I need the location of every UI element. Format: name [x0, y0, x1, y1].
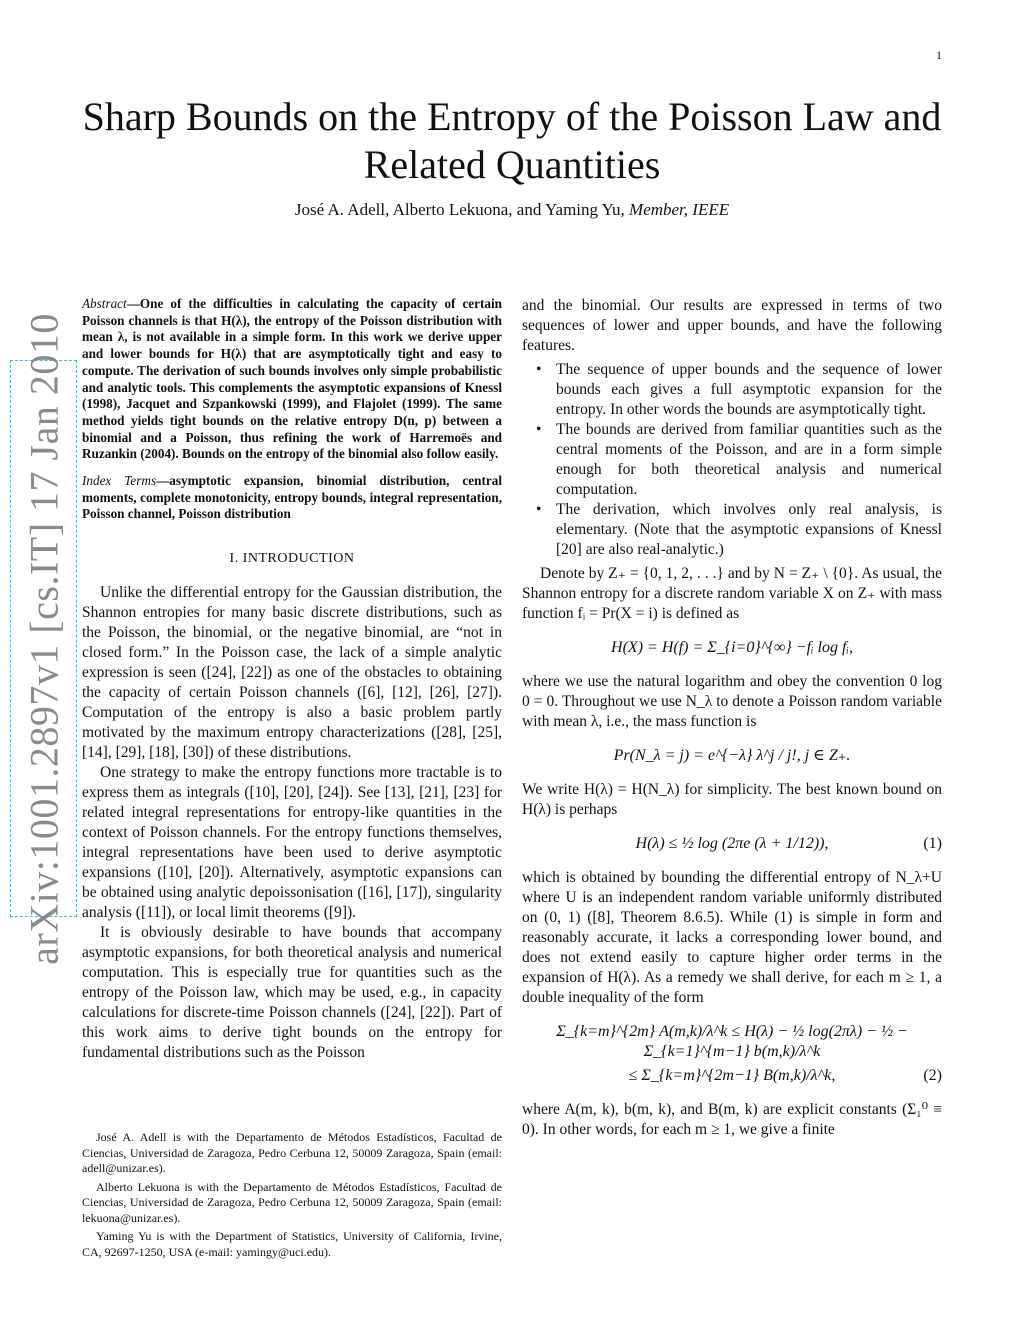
features-list [522, 360, 942, 560]
footnote-yu: Yaming Yu is with the Department of Statistics, University of California, Irvine, CA, 92697-1250, USA (e-mail: yamingy@uci.edu). [82, 1229, 502, 1259]
paragraph-final: where A(m, k), b(m, k), and B(m, k) are explicit constants (Σ₁⁰ ≡ 0). In other words, for each m ≥ 1, we give a finite [522, 1101, 942, 1138]
index-terms [82, 473, 502, 523]
left-column [82, 296, 502, 1063]
footnote-lekuona: Alberto Lekuona is with the Departamento de Métodos Estadísticos, Facultad de Ciencias, Universidad de Zaragoza, Pedro Cerbuna 12, 50009 Zaragoza, Spain (email: lekuona@unizar.es). [82, 1179, 502, 1225]
equation-1-tag: (1) [923, 835, 942, 852]
abstract [82, 296, 502, 463]
equation-poisson-text: Pr(N_λ = j) = e^{−λ} λ^j / j!, j ∈ Z₊. [613, 747, 851, 764]
feature-item: • The bounds are derived from familiar quantities such as the central moments of the Poisson, and are in a form simple enough for both theoretical analysis and numerical computation. [522, 420, 942, 500]
paragraph-obtained: which is obtained by bounding the differential entropy of N_λ+U where U is an independent random variable uniformly distributed on (0, 1) ([8], Theorem 8.6.5). While (1) is simple in form and reasonably accurate, it lacks a corresponding lower bound, and does not extend easily to capture higher order terms in the expansion of H(λ). As a remedy we shall derive, for each m ≥ 1, a double inequality of the form [522, 869, 942, 1006]
equation-1-text: H(λ) ≤ ½ log (2πe (λ + 1/12)), [635, 835, 829, 852]
equation-1 [522, 834, 942, 854]
authors: José A. Adell, Alberto Lekuona, and Yaming Yu, [294, 200, 625, 219]
paper-title: Sharp Bounds on the Entropy of the Poisson Law and Related Quantities [82, 94, 942, 187]
abstract-text: —One of the difficulties in calculating the capacity of certain Poisson channels is that H(λ), the entropy of the Poisson distribution with mean λ, is not available in a simple form. In this work we derive upper and lower bounds for H(λ) that are asymptotically tight and easy to compute. The derivation of such bounds involves only simple probabilistic and analytic tools. This complements the asymptotic expansions of Knessl (1998), Jacquet and Szpankowski (1999), and Flajolet (1999). The same method yields tight bounds on the relative entropy D(n, p) between a binomial and a Poisson, thus refining the work of Harremoës and Ruzankin (2004). Bounds on the entropy of the binomial also follow easily. [82, 296, 502, 462]
abstract-label: Abstract [82, 296, 127, 311]
feature-item: • The derivation, which involves only real analysis, is elementary. (Note that the asymptotic expansions of Knessl [20] are also real-analytic.) [522, 500, 942, 560]
equation-2-line-1: Σ_{k=m}^{2m} A(m,k)/λ^k ≤ H(λ) − ½ log(2πλ) − ½ − Σ_{k=1}^{m−1} b(m,k)/λ^k [556, 1023, 908, 1060]
paragraph-denote: Denote by Z₊ = {0, 1, 2, . . .} and by N = Z₊ \ {0}. As usual, the Shannon entropy for a discrete random variable X on Z₊ with mass function fᵢ = Pr(X = i) is defined as [522, 565, 942, 622]
page-number: 1 [936, 48, 942, 62]
footnote-adell: José A. Adell is with the Departamento de Métodos Estadísticos, Facultad de Ciencias, Universidad de Zaragoza, Pedro Cerbuna 12, 50009 Zaragoza, Spain (email: adell@unizar.es). [82, 1130, 502, 1175]
equation-2-line-2: ≤ Σ_{k=m}^{2m−1} B(m,k)/λ^k, [628, 1067, 836, 1084]
intro-paragraph-2: One strategy to make the entropy functions more tractable is to express them as integrals ([10], [20], [24]). See [13], [21], [23] for related integral representations for entropy-like quantities in the context of Poisson channels. For the entropy functions themselves, integral representations have been used to derive asymptotic expansions ([10], [20]). Alternatively, asymptotic expansions can be obtained using analytic depoissonisation ([16], [17]), singularity analysis ([11]), or local limit theorems ([9]). [82, 764, 502, 922]
arxiv-stamp-text: arXiv:1001.2897v1 [cs.IT] 17 Jan 2010 [21, 312, 66, 965]
feature-item: • The sequence of upper bounds and the sequence of lower bounds each gives a full asymptotic expansion for the entropy. In other words the bounds are asymptotically tight. [522, 360, 942, 420]
authors-member: Member, IEEE [629, 200, 730, 219]
paragraph-where: where we use the natural logarithm and obey the convention 0 log 0 = 0. Throughout we use N_λ to denote a Poisson random variable with mean λ, i.e., the mass function is [522, 673, 942, 730]
section-heading: I. INTRODUCTION [229, 551, 355, 567]
arxiv-stamp [10, 312, 77, 965]
index-terms-text: —asymptotic expansion, binomial distribution, central moments, complete monotonicity, entropy bounds, integral representation, Poisson channel, Poisson distribution [82, 473, 502, 522]
right-intro-paragraph: and the binomial. Our results are expressed in terms of two sequences of lower and upper bounds, and have the following features. [522, 297, 942, 354]
equation-2 [522, 1022, 942, 1062]
equation-2-continued [522, 1066, 942, 1086]
right-column [522, 296, 942, 1140]
authors-line [60, 200, 964, 220]
equation-poisson [522, 746, 942, 766]
equation-entropy-text: H(X) = H(f) = Σ_{i=0}^{∞} −fᵢ log fᵢ, [611, 639, 853, 656]
footnotes [82, 1130, 502, 1263]
index-terms-label: Index Terms [82, 473, 157, 489]
equation-entropy [522, 638, 942, 658]
paragraph-write: We write H(λ) = H(N_λ) for simplicity. The best known bound on H(λ) is perhaps [522, 781, 942, 818]
intro-paragraph-1: Unlike the differential entropy for the Gaussian distribution, the Shannon entropies for many basic discrete distributions, such as the Poisson, the binomial, or the negative binomial, are “not in closed form.” In the Poisson case, the lack of a simple analytic expression is seen ([24], [22]) as one of the obstacles to obtaining the capacity of certain Poisson channels ([6], [12], [26], [27]). Computation of the entropy is also a basic problem partly motivated by the maximum entropy characterizations ([28], [25], [14], [29], [18], [30]) of these distributions. [82, 584, 502, 762]
intro-paragraph-3: It is obviously desirable to have bounds that accompany asymptotic expansions, for both theoretical analysis and numerical computation. This is especially true for quantities such as the entropy of the Poisson law, which may be used, e.g., in capacity calculations for discrete-time Poisson channels ([24], [22]). Part of this work aims to derive tight bounds on the entropy for fundamental distributions such as the Poisson [82, 924, 502, 1062]
equation-2-tag: (2) [923, 1067, 942, 1084]
